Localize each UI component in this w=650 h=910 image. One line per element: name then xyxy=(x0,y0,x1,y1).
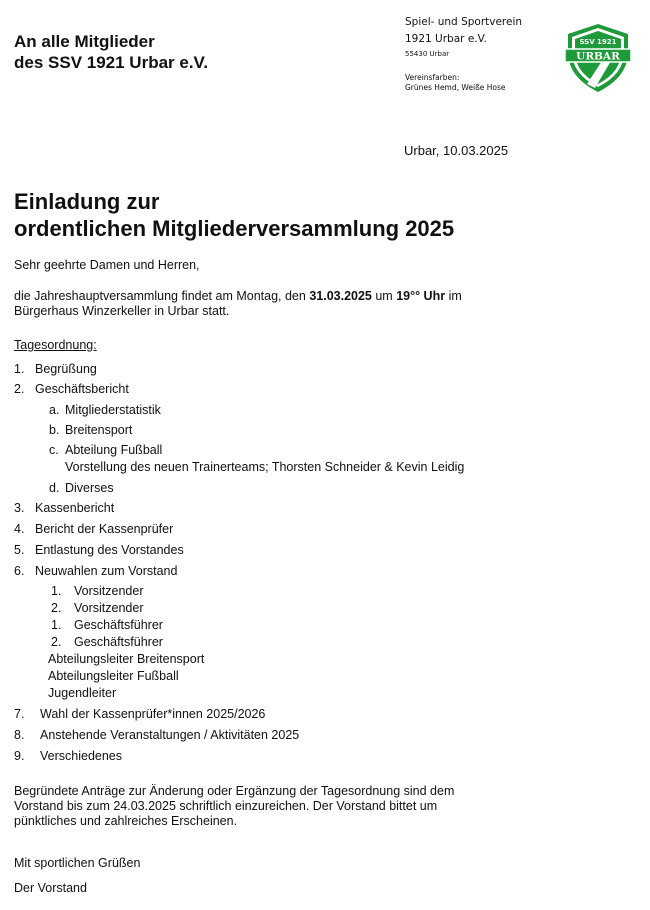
meeting-time: 19°° Uhr xyxy=(396,289,446,303)
signature: Der Vorstand xyxy=(14,881,87,895)
recipient-line-2: des SSV 1921 Urbar e.V. xyxy=(14,53,209,72)
item-number: c. xyxy=(49,443,59,457)
club-colors-value: Grünes Hemd, Weiße Hose xyxy=(405,83,506,92)
item-text: Geschäftsbericht xyxy=(35,382,129,396)
list-item xyxy=(51,635,163,650)
item-number: 9. xyxy=(14,749,25,763)
item-text: Mitgliederstatistik xyxy=(65,403,161,417)
title-line-2: ordentlichen Mitgliederversammlung 2025 xyxy=(14,216,455,241)
item-text: Abteilungsleiter Fußball xyxy=(48,669,179,683)
closing-line-3: pünktliches und zahlreiches Erscheinen. xyxy=(14,814,238,828)
club-name-line-1: Spiel- und Sportverein xyxy=(405,16,523,28)
item-text: Vorsitzender xyxy=(74,601,144,615)
logo-top-text: SSV 1921 xyxy=(579,38,617,46)
closing-paragraph xyxy=(14,784,454,829)
list-item xyxy=(14,543,184,558)
intro-text-1: die Jahreshauptversammlung findet am Montag, den xyxy=(14,289,310,303)
page-title xyxy=(14,188,454,242)
item-text: Breitensport xyxy=(65,423,133,437)
item-number: 1. xyxy=(51,618,62,632)
list-item xyxy=(51,584,143,599)
meeting-date: 31.03.2025 xyxy=(309,289,372,303)
item-text: Entlastung des Vorstandes xyxy=(35,543,184,557)
item-number: b. xyxy=(49,423,60,437)
item-text: Vorstellung des neuen Trainerteams; Thorsten Schneider & Kevin Leidig xyxy=(65,460,465,474)
item-text: Verschiedenes xyxy=(40,749,123,763)
item-number: a. xyxy=(49,403,60,417)
list-item xyxy=(14,749,122,764)
item-text: Neuwahlen zum Vorstand xyxy=(35,564,178,578)
greeting: Mit sportlichen Grüßen xyxy=(14,856,141,870)
letter-date: Urbar, 10.03.2025 xyxy=(404,143,509,158)
item-text: Begrüßung xyxy=(35,362,97,376)
list-item xyxy=(14,501,114,516)
item-number: 1. xyxy=(14,362,25,376)
item-number: 2. xyxy=(51,635,62,649)
item-text: Diverses xyxy=(65,481,114,495)
club-address: 55430 Urbar xyxy=(405,50,450,58)
club-name-line-2: 1921 Urbar e.V. xyxy=(405,33,487,45)
list-item xyxy=(49,443,162,458)
list-item xyxy=(49,403,161,418)
salutation: Sehr geehrte Damen und Herren, xyxy=(14,258,200,272)
item-text: Geschäftsführer xyxy=(74,635,163,649)
item-number: 2. xyxy=(51,601,62,615)
closing-line-1: Begründete Anträge zur Änderung oder Ergänzung der Tagesordnung sind dem xyxy=(14,784,455,798)
item-text: Kassenbericht xyxy=(35,501,115,515)
list-item xyxy=(51,618,163,633)
recipient-line-1: An alle Mitglieder xyxy=(14,32,155,51)
closing-line-2: Vorstand bis zum 24.03.2025 schriftlich einzureichen. Der Vorstand bittet um xyxy=(14,799,438,813)
item-number: 8. xyxy=(14,728,25,742)
item-number: 4. xyxy=(14,522,25,536)
item-number: 7. xyxy=(14,707,25,721)
logo-main-text: URBAR xyxy=(576,50,620,63)
club-colors-label: Vereinsfarben: xyxy=(405,73,460,82)
item-text: Vorsitzender xyxy=(74,584,144,598)
item-text: Bericht der Kassenprüfer xyxy=(35,522,174,536)
item-number: d. xyxy=(49,481,60,495)
list-item xyxy=(48,686,116,701)
list-item xyxy=(14,522,173,537)
list-item xyxy=(14,382,129,397)
item-number: 5. xyxy=(14,543,25,557)
item-number: 1. xyxy=(51,584,62,598)
list-item xyxy=(14,707,265,722)
item-number: 6. xyxy=(14,564,25,578)
title-line-1: Einladung zur xyxy=(14,189,160,214)
item-text: Wahl der Kassenprüfer*innen 2025/2026 xyxy=(40,707,266,721)
item-number: 3. xyxy=(14,501,25,515)
intro-line-1 xyxy=(14,289,462,304)
item-number: 2. xyxy=(14,382,25,396)
list-item xyxy=(65,460,464,475)
recipient-address xyxy=(14,31,208,73)
list-item xyxy=(14,564,177,579)
list-item xyxy=(14,728,299,743)
item-text: Geschäftsführer xyxy=(74,618,163,632)
list-item xyxy=(51,601,143,616)
list-item xyxy=(48,669,179,684)
intro-paragraph xyxy=(14,289,462,319)
item-text: Abteilungsleiter Breitensport xyxy=(48,652,205,666)
list-item xyxy=(49,423,132,438)
intro-line-2: Bürgerhaus Winzerkeller in Urbar statt. xyxy=(14,304,230,318)
item-text: Anstehende Veranstaltungen / Aktivitäten 2025 xyxy=(40,728,300,742)
intro-text-3: im xyxy=(445,289,462,303)
club-logo xyxy=(563,22,633,94)
item-text: Jugendleiter xyxy=(48,686,117,700)
intro-text-2: um xyxy=(371,289,397,303)
item-text: Abteilung Fußball xyxy=(65,443,163,457)
list-item xyxy=(14,362,97,377)
list-item xyxy=(49,481,114,496)
club-letterhead xyxy=(405,14,522,93)
agenda-heading: Tagesordnung: xyxy=(14,338,97,352)
list-item xyxy=(48,652,204,667)
